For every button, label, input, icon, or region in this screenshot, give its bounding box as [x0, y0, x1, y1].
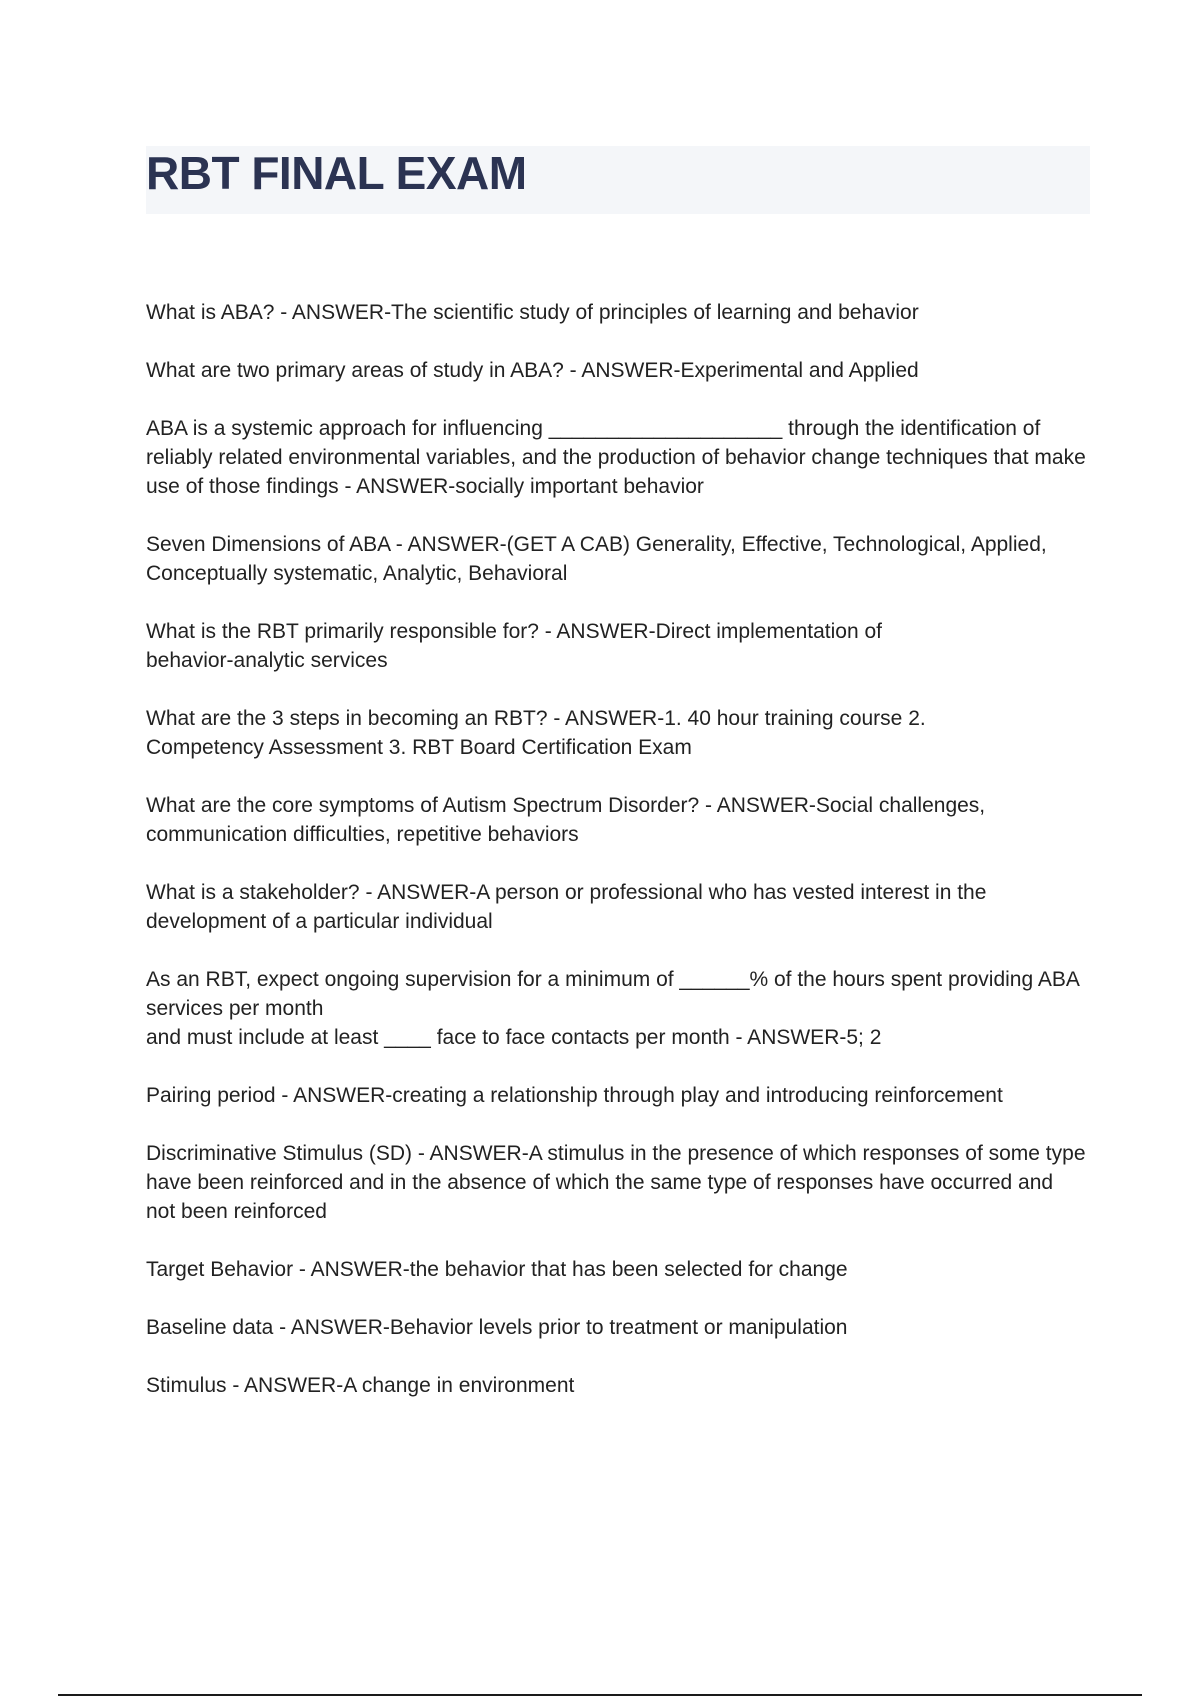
qa-item: Stimulus - ANSWER-A change in environment	[146, 1374, 575, 1397]
qa-item: Pairing period - ANSWER-creating a relationship through play and introducing reinforcement	[146, 1084, 1003, 1107]
page-title: RBT FINAL EXAM	[146, 147, 527, 199]
qa-item: What are the core symptoms of Autism Spectrum Disorder? - ANSWER-Social challenges, communication difficulties, repetitive behaviors	[146, 794, 986, 846]
qa-item: What are the 3 steps in becoming an RBT? - ANSWER-1. 40 hour training course 2. Competency Assessment 3. RBT Board Certification Exam	[146, 707, 926, 759]
footer-divider	[58, 1694, 1142, 1696]
qa-item: What are two primary areas of study in ABA? - ANSWER-Experimental and Applied	[146, 359, 919, 382]
qa-item: As an RBT, expect ongoing supervision for a minimum of ______% of the hours spent providing ABA services per month and must include at least ____ face to face contacts per month - ANSWER-5; 2	[146, 968, 1079, 1049]
qa-item: Target Behavior - ANSWER-the behavior that has been selected for change	[146, 1258, 848, 1281]
qa-item: What is the RBT primarily responsible for? - ANSWER-Direct implementation of behavior-analytic services	[146, 620, 883, 672]
qa-item: What is ABA? - ANSWER-The scientific study of principles of learning and behavior	[146, 301, 919, 324]
qa-item: Discriminative Stimulus (SD) - ANSWER-A stimulus in the presence of which responses of some type have been reinforced and in the absence of which the same type of responses have occurred and not been reinforced	[146, 1142, 1086, 1223]
qa-item: Baseline data - ANSWER-Behavior levels prior to treatment or manipulation	[146, 1316, 848, 1339]
qa-item: Seven Dimensions of ABA - ANSWER-(GET A CAB) Generality, Effective, Technological, Applied, Conceptually systematic, Analytic, Behavioral	[146, 533, 1047, 585]
qa-item: What is a stakeholder? - ANSWER-A person or professional who has vested interest in the development of a particular individual	[146, 881, 987, 933]
qa-list	[146, 298, 1086, 1429]
qa-item: ABA is a systemic approach for influencing ____________________ through the identification of reliably related environmental variables, and the production of behavior change techniques that make use of those findings - ANSWER-socially important behavior	[146, 417, 1086, 498]
